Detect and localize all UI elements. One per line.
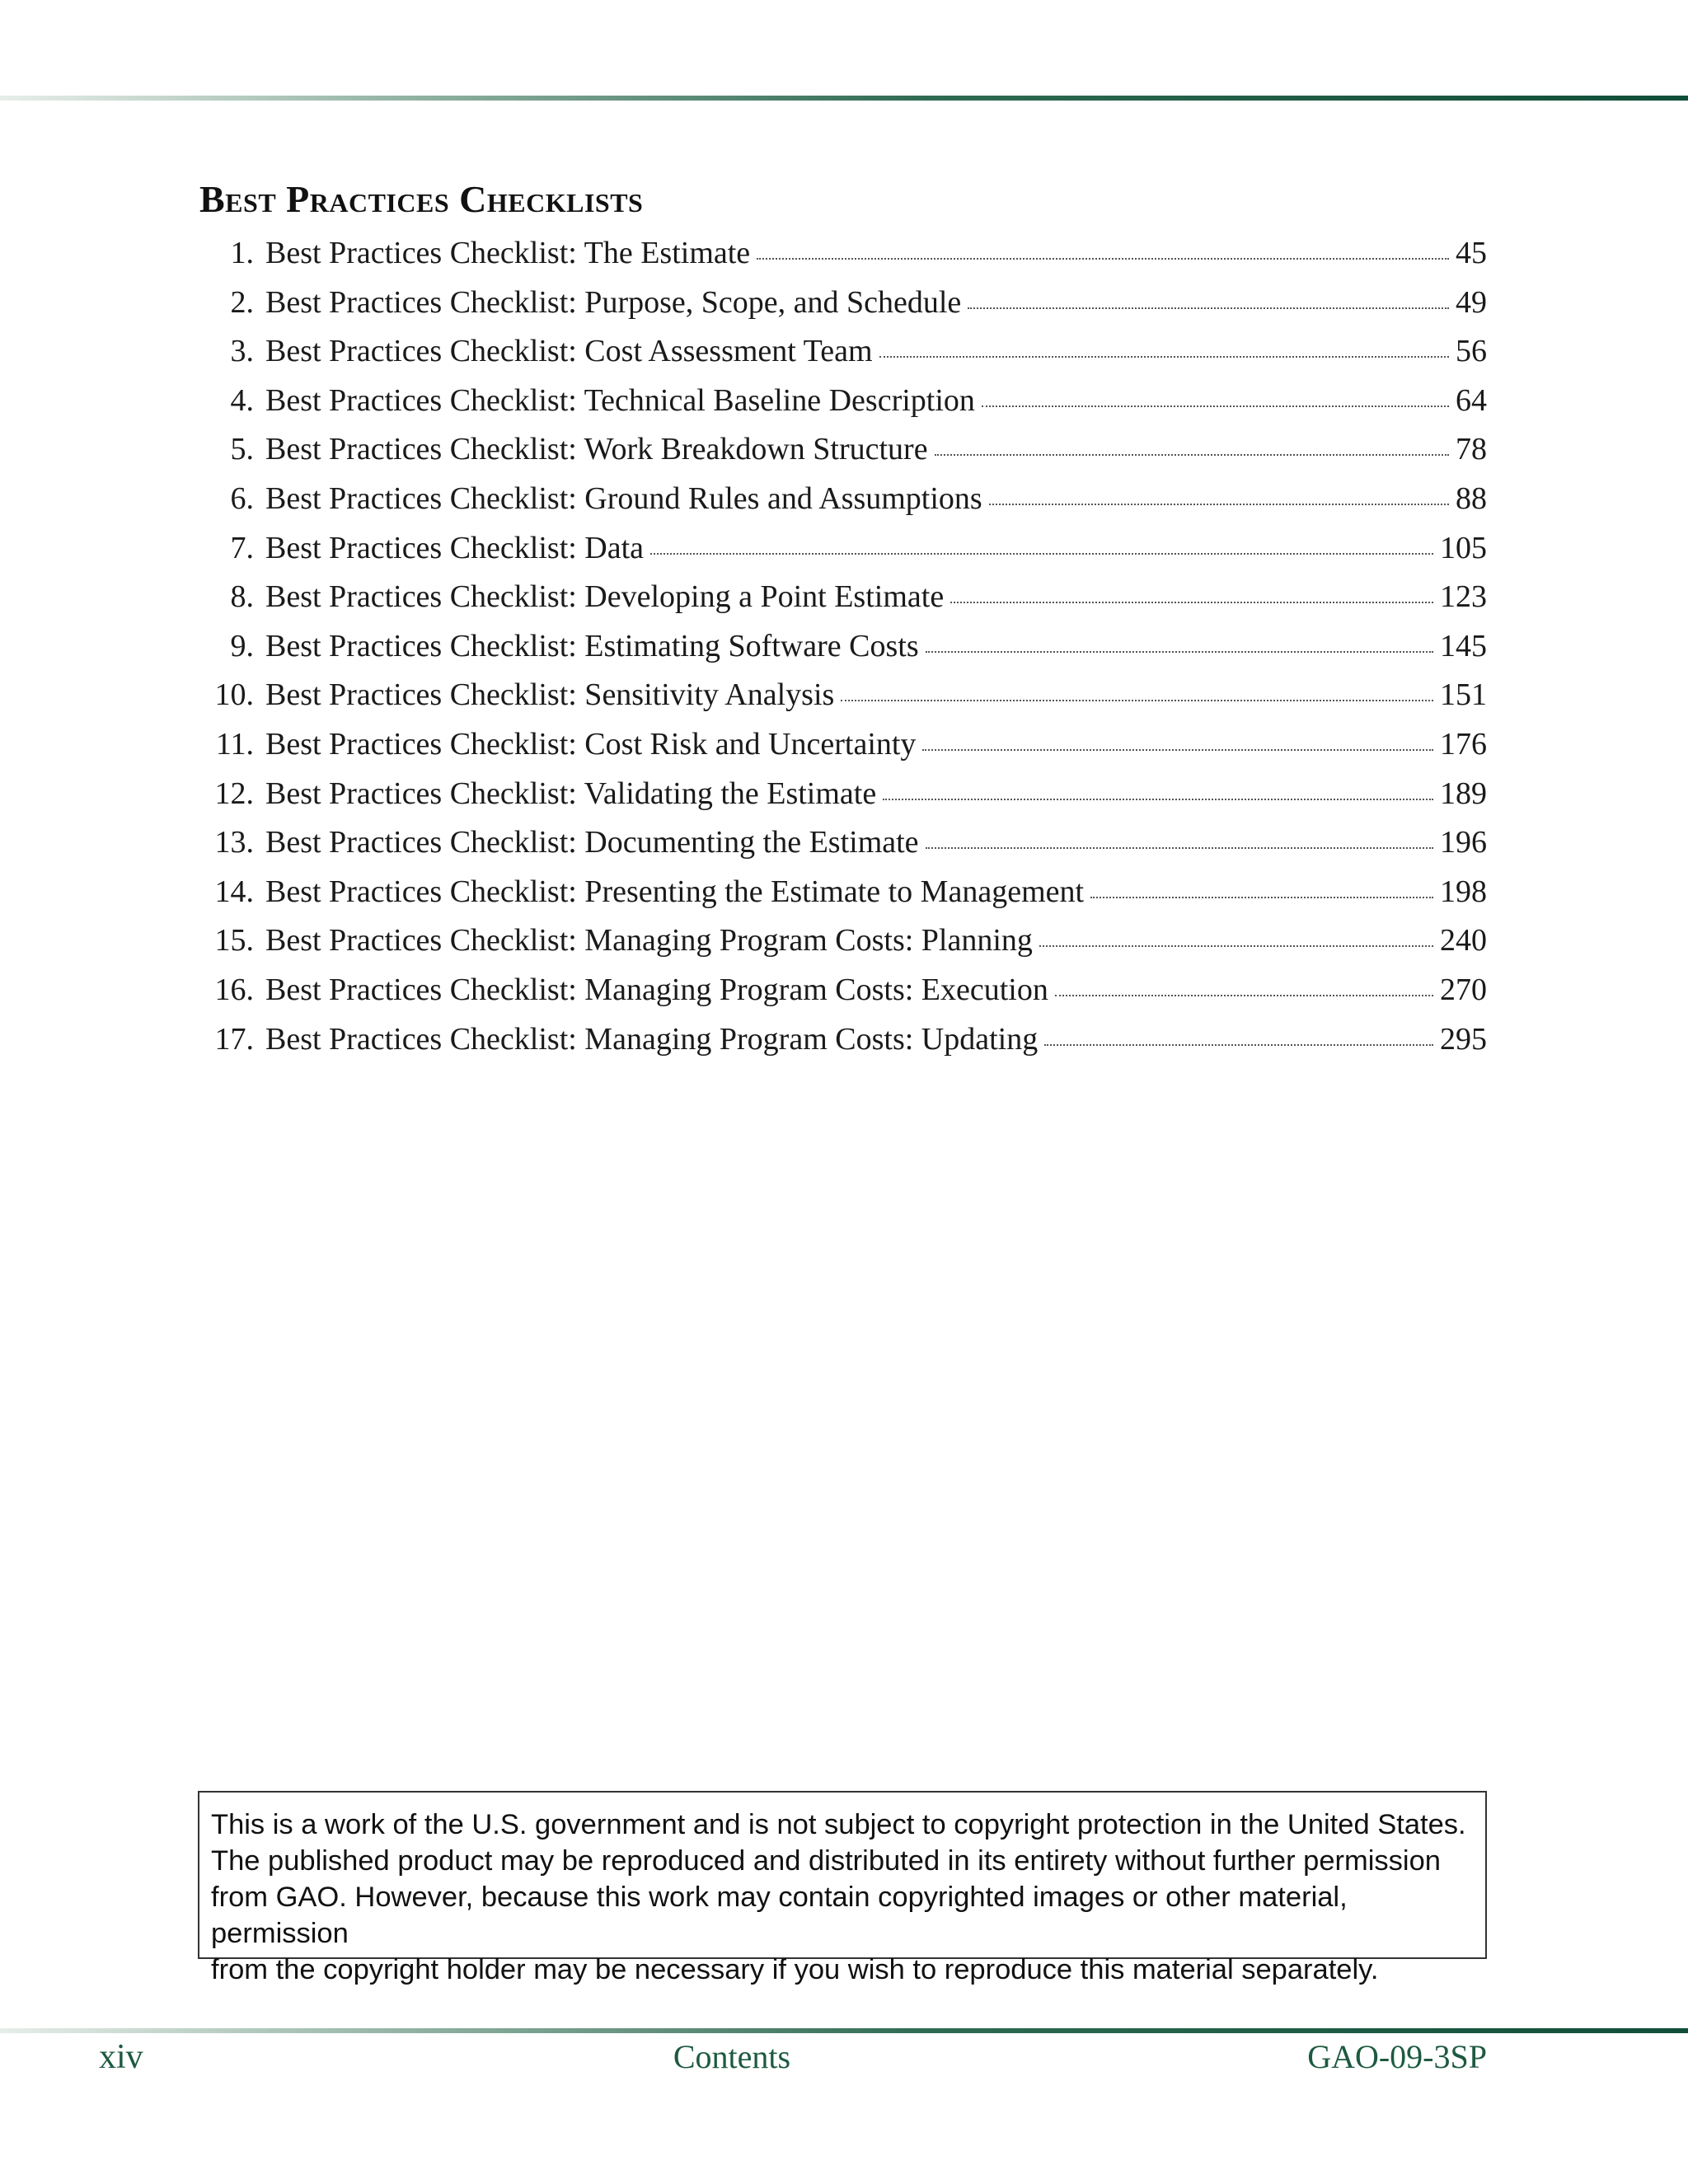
toc-entry[interactable] <box>199 916 1487 966</box>
toc-dot-leader <box>968 307 1449 309</box>
toc-entry[interactable] <box>199 671 1487 720</box>
toc-entry-page: 176 <box>1440 726 1487 762</box>
toc-entry-title: Best Practices Checklist: Cost Risk and Uncertainty <box>265 726 917 762</box>
toc-entry-title: Best Practices Checklist: Ground Rules and Assumptions <box>265 480 982 516</box>
toc-entry-page: 45 <box>1456 236 1487 270</box>
toc-dot-leader <box>922 748 1433 751</box>
toc-entry-title: Best Practices Checklist: Cost Assessment Team <box>265 334 873 369</box>
toc-entry-title: Best Practices Checklist: Estimating Software Costs <box>265 628 919 663</box>
toc-entry[interactable] <box>199 327 1487 377</box>
toc-entry-title: Best Practices Checklist: Presenting the Estimate to Management <box>265 874 1085 909</box>
toc-entry-title: Best Practices Checklist: Data <box>265 530 645 565</box>
toc-entry[interactable] <box>199 720 1487 770</box>
toc-entry[interactable] <box>199 229 1487 279</box>
toc-entry-page: 151 <box>1440 677 1487 713</box>
toc-entry-page: 240 <box>1440 923 1487 958</box>
toc-entry-title: Best Practices Checklist: Purpose, Scope, and Schedule <box>265 284 962 320</box>
toc-entry[interactable] <box>199 573 1487 622</box>
toc-entry-number: 12. <box>214 776 254 811</box>
toc-dot-leader <box>1090 896 1433 898</box>
toc-entry[interactable] <box>199 279 1487 328</box>
toc-entry[interactable] <box>199 524 1487 574</box>
toc-entry-number: 8. <box>230 579 254 615</box>
toc-entry-number: 6. <box>230 480 254 516</box>
toc-dot-leader <box>883 798 1433 800</box>
toc-entry-page: 145 <box>1440 628 1487 663</box>
toc-entry-number: 16. <box>214 972 254 1007</box>
toc-entry-page: 189 <box>1440 776 1487 811</box>
header-rule <box>0 96 1688 101</box>
toc-entry[interactable] <box>199 818 1487 868</box>
toc-entry[interactable] <box>199 377 1487 426</box>
toc-entry[interactable] <box>199 770 1487 819</box>
notice-line: from GAO. However, because this work may contain copyrighted images or other material, permission <box>211 1882 1348 1949</box>
section-title: Best Practices Checklists <box>199 178 644 220</box>
toc-entry-page: 123 <box>1440 579 1487 615</box>
toc-entry-page: 88 <box>1456 480 1487 516</box>
toc-entry-title: Best Practices Checklist: Validating the Estimate <box>265 776 877 811</box>
toc-entry-number: 2. <box>230 284 254 320</box>
footer-section-name: Contents <box>673 2038 791 2075</box>
toc-entry-number: 17. <box>214 1021 254 1057</box>
toc-entry-page: 105 <box>1440 530 1487 565</box>
toc-entry-page: 49 <box>1456 284 1487 320</box>
toc-entry-page: 64 <box>1456 382 1487 418</box>
footer-document-id: GAO-09-3SP <box>1307 2038 1487 2075</box>
toc-dot-leader <box>1055 994 1433 996</box>
toc-dot-leader <box>879 355 1449 358</box>
toc-entry-page: 56 <box>1456 334 1487 369</box>
toc-dot-leader <box>935 453 1449 456</box>
toc-dot-leader <box>926 650 1433 653</box>
toc-entry-title: Best Practices Checklist: Sensitivity Analysis <box>265 677 835 713</box>
toc-dot-leader <box>1044 1043 1433 1046</box>
notice-line: This is a work of the U.S. government and is not subject to copyright protection in the United States. <box>211 1809 1466 1840</box>
toc-dot-leader <box>950 601 1433 603</box>
toc-entry-title: Best Practices Checklist: Documenting the Estimate <box>265 825 919 860</box>
toc-entry-title: Best Practices Checklist: Managing Program Costs: Execution <box>265 972 1048 1007</box>
toc-dot-leader <box>1039 944 1433 947</box>
notice-line: from the copyright holder may be necessary if you wish to reproduce this material separately. <box>211 1954 1379 1985</box>
toc-entry-page: 198 <box>1440 874 1487 909</box>
toc-entry[interactable] <box>199 1015 1487 1065</box>
toc-entry-number: 11. <box>215 726 254 762</box>
toc-entry[interactable] <box>199 475 1487 524</box>
toc-list <box>199 229 1487 1064</box>
toc-dot-leader <box>926 846 1433 849</box>
notice-line: The published product may be reproduced and distributed in its entirety without further permission <box>211 1845 1441 1877</box>
toc-entry-number: 7. <box>230 530 254 565</box>
toc-entry[interactable] <box>199 868 1487 917</box>
toc-entry-number: 1. <box>230 236 254 270</box>
toc-entry-number: 9. <box>230 628 254 663</box>
toc-entry[interactable] <box>199 966 1487 1015</box>
footer-rule <box>0 2028 1688 2033</box>
toc-dot-leader <box>757 257 1449 260</box>
toc-entry-number: 4. <box>230 382 254 418</box>
toc-entry-page: 270 <box>1440 972 1487 1007</box>
copyright-notice <box>198 1791 1487 1985</box>
toc-entry-title: Best Practices Checklist: Managing Program Costs: Updating <box>265 1021 1039 1057</box>
toc-entry-number: 13. <box>214 825 254 860</box>
toc-dot-leader <box>650 552 1433 555</box>
toc-entry-page: 78 <box>1456 432 1487 467</box>
toc-dot-leader <box>841 699 1433 701</box>
toc-entry-title: Best Practices Checklist: Technical Baseline Description <box>265 382 975 418</box>
toc-entry[interactable] <box>199 622 1487 672</box>
toc-entry-title: Best Practices Checklist: Developing a Point Estimate <box>265 579 945 615</box>
toc-entry-number: 14. <box>214 874 254 909</box>
footer-page-number: xiv <box>99 2038 143 2076</box>
toc-entry-number: 5. <box>230 432 254 467</box>
toc-entry[interactable] <box>199 425 1487 475</box>
toc-entry-page: 196 <box>1440 825 1487 860</box>
toc-entry-number: 15. <box>214 923 254 958</box>
toc-entry-number: 10. <box>214 677 254 713</box>
toc-entry-title: Best Practices Checklist: Managing Program Costs: Planning <box>265 923 1033 958</box>
toc-entry-number: 3. <box>230 334 254 369</box>
toc-dot-leader <box>989 503 1449 505</box>
toc-dot-leader <box>982 405 1449 407</box>
toc-entry-page: 295 <box>1440 1021 1487 1057</box>
toc-entry-title: Best Practices Checklist: Work Breakdown Structure <box>265 432 928 467</box>
toc-entry-title: Best Practices Checklist: The Estimate <box>265 236 751 270</box>
